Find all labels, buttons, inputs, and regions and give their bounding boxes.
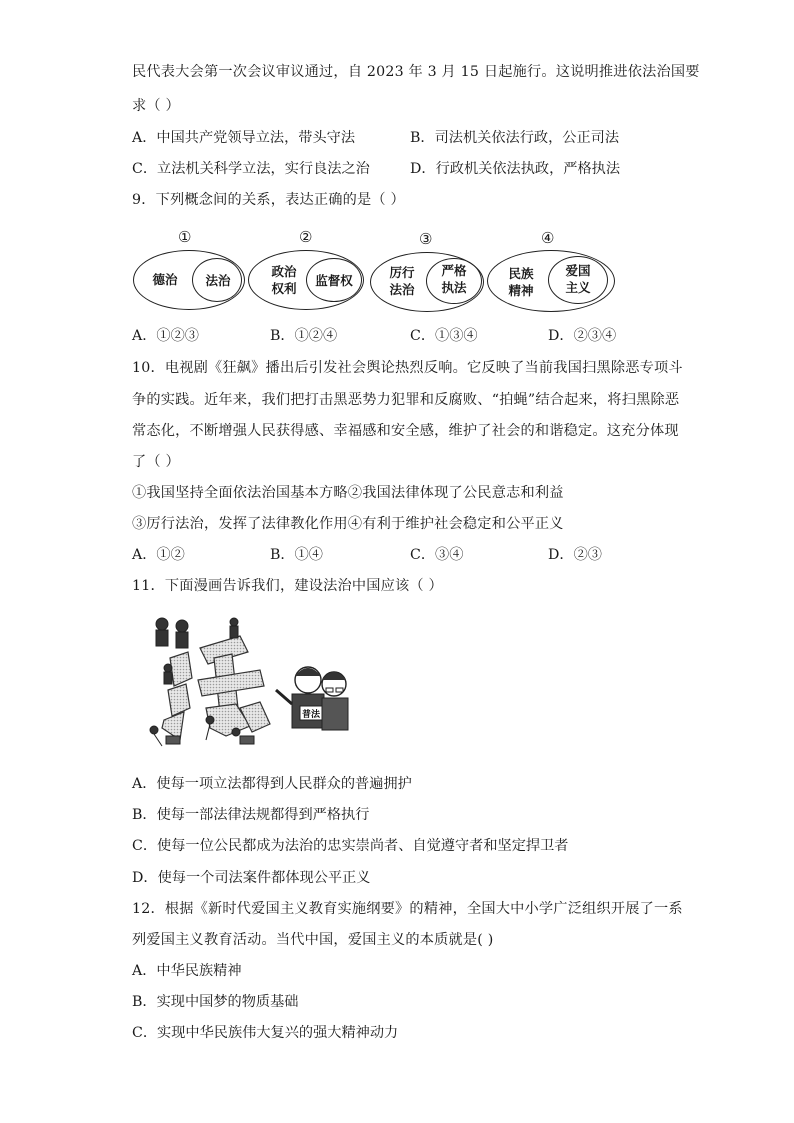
q10-stem-line2: 争的实践。近年来，我们把打击黑恶势力犯罪和反腐败、“拍蝇”结合起来，将扫黑除恶: [132, 392, 680, 408]
q11-option-c[interactable]: C．使每一位公民都成为法治的忠实崇尚者、自觉遵守者和坚定捍卫者: [132, 838, 569, 854]
diagram-number-2: ②: [299, 228, 313, 246]
q9-option-d[interactable]: D．②③④: [548, 328, 617, 344]
q8-option-a[interactable]: A．中国共产党领导立法，带头守法: [132, 130, 356, 146]
diagram1-inner-label: 法治: [205, 273, 231, 288]
q11-option-b[interactable]: B．使每一部法律法规都得到严格执行: [132, 807, 370, 823]
q12-option-c[interactable]: C．实现中华民族伟大复兴的强大精神动力: [132, 1025, 399, 1041]
q10-items-3-4: ③厉行法治，发挥了法律教化作用④有利于维护社会稳定和公平正义: [132, 516, 564, 532]
q8-option-d[interactable]: D．行政机关依法执政，严格执法: [410, 161, 621, 177]
diagram-number-4: ④: [541, 229, 555, 247]
q10-items-1-2: ①我国坚持全面依法治国基本方略②我国法律体现了公民意志和利益: [132, 485, 564, 501]
q10-stem-line4: 了（ ）: [132, 454, 180, 470]
q8-option-b[interactable]: B．司法机关依法行政，公正司法: [410, 130, 620, 146]
diagram2-outer-label: 政治 权利: [271, 264, 297, 296]
q11-option-a[interactable]: A．使每一项立法都得到人民群众的普遍拥护: [132, 776, 412, 792]
diagram3-inner-label: 严格 执法: [441, 263, 467, 295]
q9-option-c[interactable]: C．①③④: [410, 328, 478, 344]
q10-stem-line3: 常态化，不断增强人民获得感、幸福感和安全感，维护了社会的和谐稳定。这充分体现: [132, 423, 679, 439]
diagram-number-3: ③: [419, 230, 433, 248]
diagram4-inner-label: 爱国 主义: [565, 263, 591, 295]
diagram-number-1: ①: [178, 228, 192, 246]
q8-option-c[interactable]: C．立法机关科学立法，实行良法之治: [132, 161, 370, 177]
q12-option-b[interactable]: B．实现中国梦的物质基础: [132, 994, 299, 1010]
q10-option-b[interactable]: B．①④: [270, 547, 323, 563]
q10-option-d[interactable]: D．②③: [548, 547, 602, 563]
cartoon-characters: [276, 667, 348, 730]
q11-stem: 11．下面漫画告诉我们，建设法治中国应该（ ）: [132, 578, 443, 594]
diagram3-outer-label: 厉行 法治: [389, 265, 415, 297]
law-cartoon-image: [140, 608, 350, 756]
q8-stem-line1: 民代表大会第一次会议审议通过，自 2023 年 3 月 15 日起施行。这说明推进依法治国要: [132, 64, 700, 80]
diagram1-outer-label: 德治: [152, 272, 178, 287]
q8-stem-line2: 求（ ）: [132, 98, 180, 114]
q10-stem-line1: 10．电视剧《狂飙》播出后引发社会舆论热烈反响。它反映了当前我国扫黑除恶专项斗: [132, 360, 683, 376]
q12-stem-line2: 列爱国主义教育活动。当代中国，爱国主义的本质就是( ): [132, 932, 494, 948]
q12-option-a[interactable]: A．中华民族精神: [132, 963, 242, 979]
diagram4-outer-label: 民族 精神: [508, 266, 534, 298]
diagram2-inner-label: 监督权: [315, 273, 353, 288]
q10-option-c[interactable]: C．③④: [410, 547, 464, 563]
q10-option-a[interactable]: A．①②: [132, 547, 185, 563]
q9-option-a[interactable]: A．①②③: [132, 328, 199, 344]
q11-option-d[interactable]: D．使每一个司法案件都体现公平正义: [132, 870, 371, 886]
big-law-character: [162, 636, 270, 740]
cartoon-sign-text: 普法: [302, 710, 321, 720]
q9-option-b[interactable]: B．①②④: [270, 328, 338, 344]
q12-stem-line1: 12．根据《新时代爱国主义教育实施纲要》的精神，全国大中小学广泛组织开展了一系: [132, 901, 683, 917]
q9-stem: 9．下列概念间的关系，表达正确的是（ ）: [132, 192, 405, 208]
